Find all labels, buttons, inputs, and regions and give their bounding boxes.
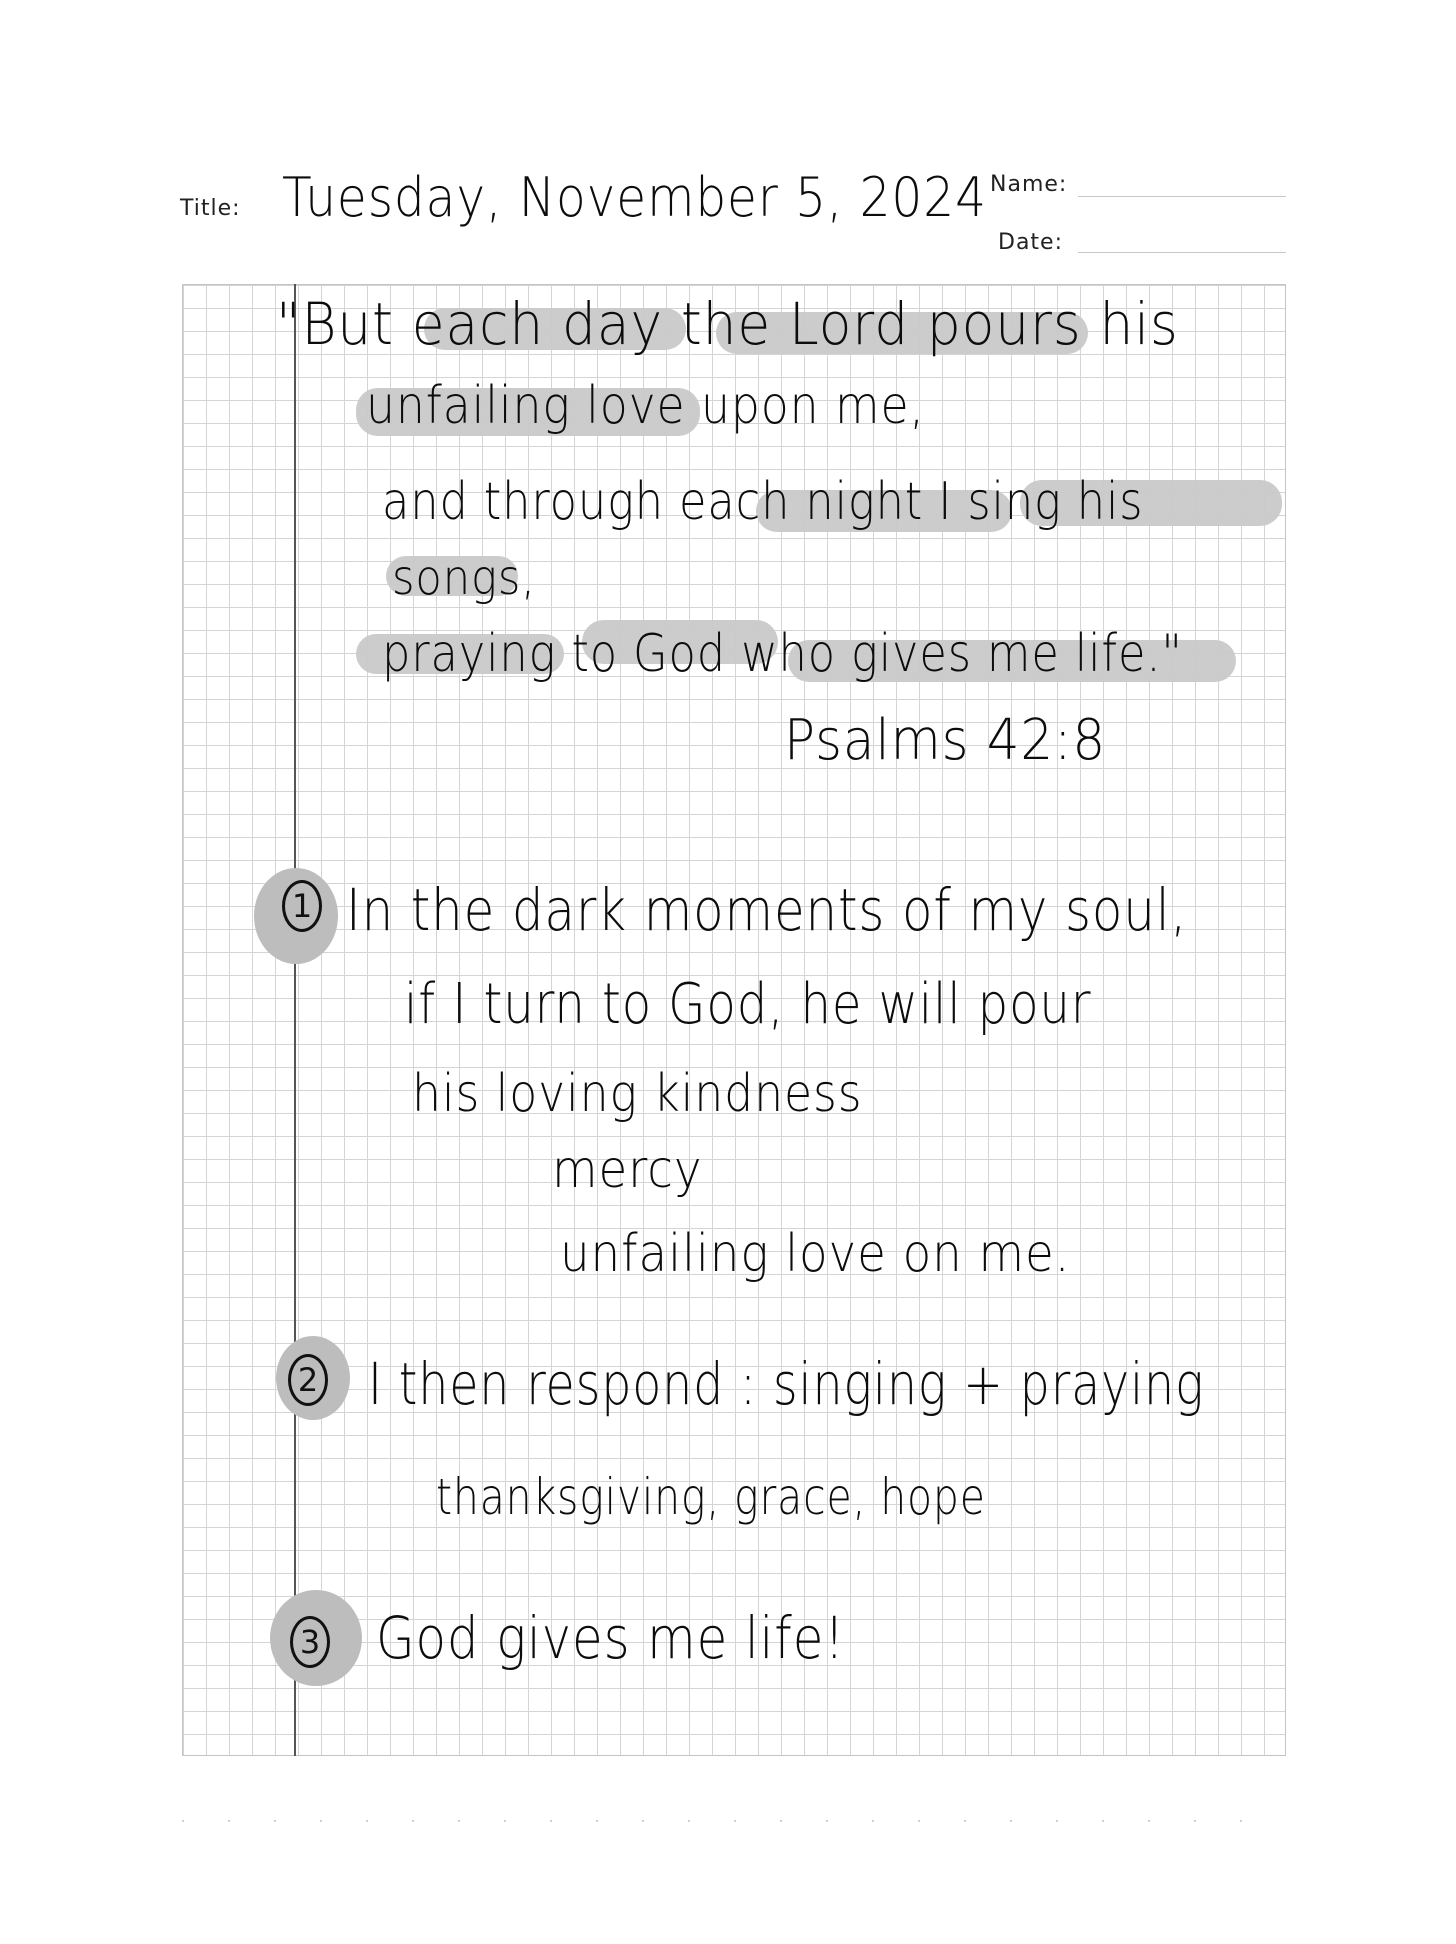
note-1-line-4: mercy [552,1140,703,1200]
title-value: Tuesday, November 5, 2024 [282,166,987,229]
scripture-reference: Psalms 42:8 [784,708,1107,773]
scripture-line-2: unfailing love upon me, [366,376,925,436]
note-1-line-2: if I turn to God, he will pour [404,972,1092,1037]
note-1-line-3: his loving kindness [412,1064,863,1124]
scripture-line-3: and through each night I sing his [382,472,1144,532]
note-3-line-1: God gives me life! [376,1604,846,1672]
name-label: Name: [990,172,1068,197]
scripture-line-1: "But each day the Lord pours his [276,290,1179,358]
note-2-line-2: thanksgiving, grace, hope [436,1468,986,1526]
note-2-line-1: I then respond : singing + praying [368,1350,1205,1418]
note-1-line-1: In the dark moments of my soul, [346,876,1188,944]
note-1-number: 1 [282,880,322,932]
title-label: Title: [180,196,241,221]
margin-line [294,284,296,1756]
name-line [1078,196,1286,197]
scripture-line-4: songs, [392,550,536,606]
bottom-dotted-line [182,1820,1286,1822]
note-1-line-5: unfailing love on me. [560,1224,1071,1284]
note-3-number: 3 [290,1616,330,1668]
note-2-number: 2 [288,1354,328,1406]
date-line [1078,252,1286,253]
date-label: Date: [998,230,1063,255]
scripture-line-5: praying to God who gives me life." [382,624,1183,684]
